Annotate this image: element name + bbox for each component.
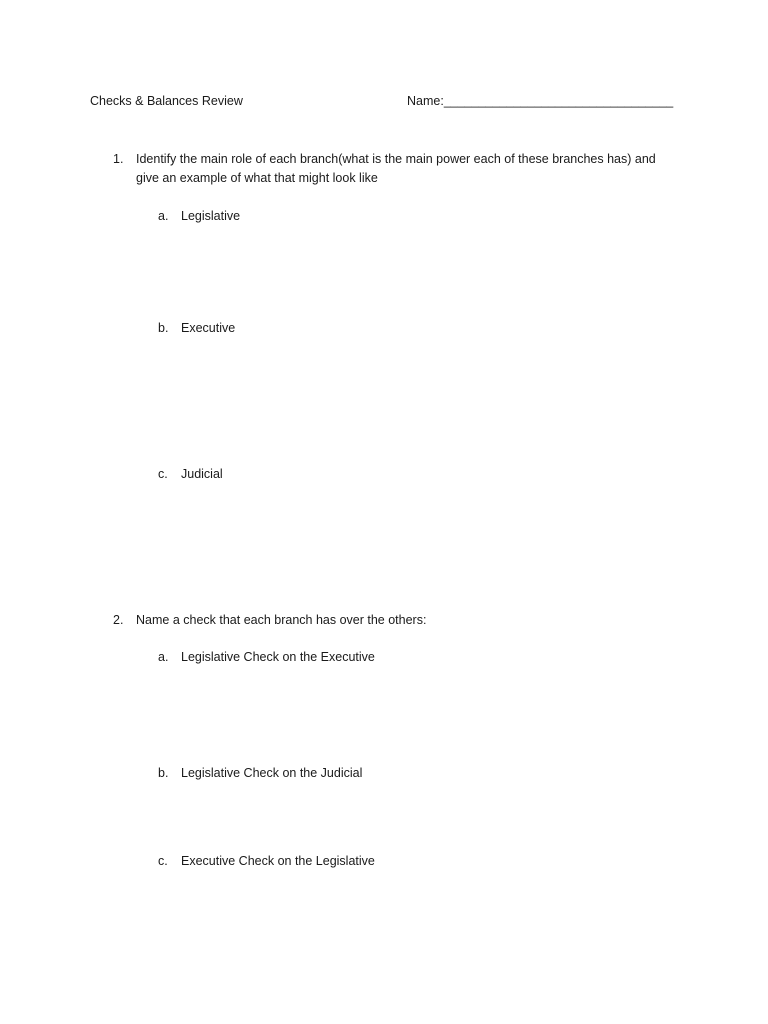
name-blank-line: _________________________________: [443, 94, 674, 108]
question-1b-letter: b.: [158, 321, 169, 335]
question-1c-label: Judicial: [181, 467, 223, 481]
question-1-text: Identify the main role of each branch(what is the main power each of these branches has) and give an example of what that might look like: [136, 152, 656, 185]
question-1b-label: Executive: [181, 321, 236, 335]
name-field[interactable]: [407, 92, 673, 111]
question-1a-letter: a.: [158, 209, 169, 223]
question-1a-label: Legislative: [181, 209, 241, 223]
question-2b-letter: b.: [158, 766, 169, 780]
worksheet-title: Checks & Balances Review: [90, 94, 243, 108]
question-2a-label: Legislative Check on the Executive: [181, 650, 375, 664]
question-2-number: 2.: [113, 613, 124, 627]
question-2c-letter: c.: [158, 854, 168, 868]
question-2a-letter: a.: [158, 650, 169, 664]
question-1c-letter: c.: [158, 467, 168, 481]
question-2b-label: Legislative Check on the Judicial: [181, 766, 363, 780]
question-2-text: Name a check that each branch has over the others:: [136, 613, 427, 627]
name-label: Name:: [407, 94, 444, 108]
question-2c-label: Executive Check on the Legislative: [181, 854, 375, 868]
question-1-number: 1.: [113, 152, 124, 166]
